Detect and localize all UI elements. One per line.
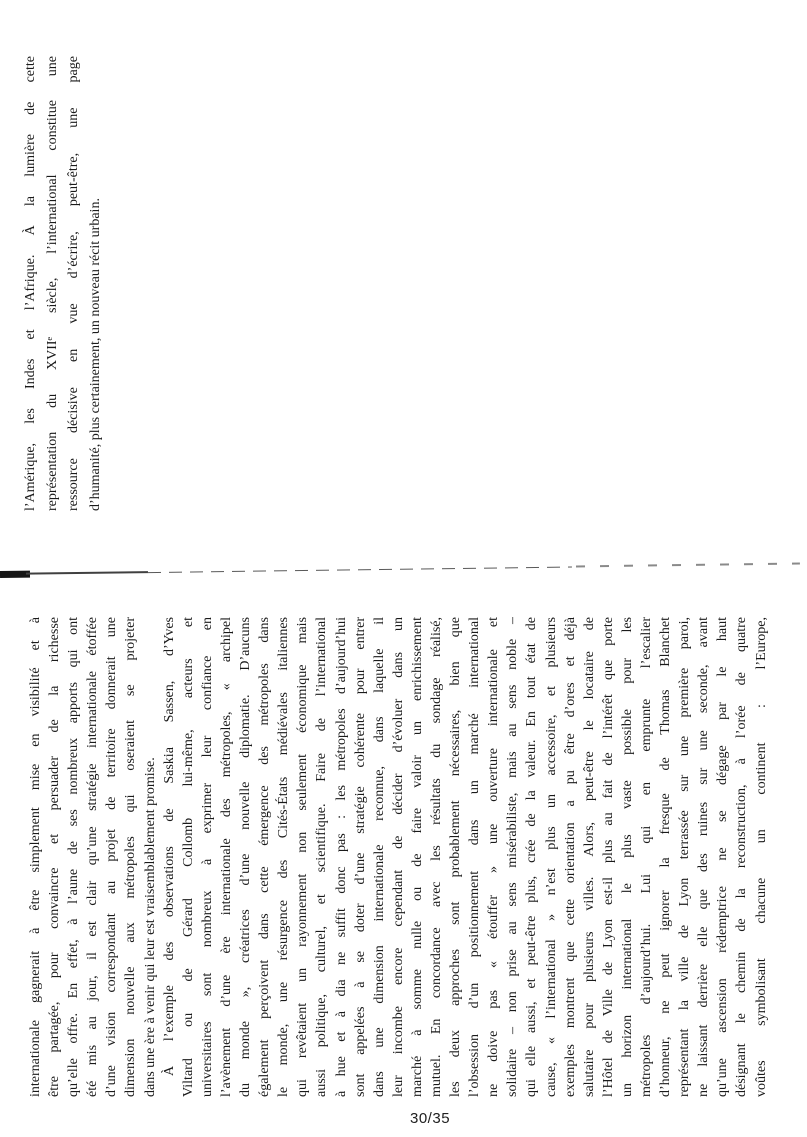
- text-line: Viltard ou de Gérard Collomb lui-même, acteurs et: [180, 617, 196, 1097]
- text-line: ne doive pas « étouffer » une ouverture internationale et: [486, 617, 502, 1097]
- text-line: métropoles d’aujourd’hui. Lui qui en emprunte l’escalier: [639, 617, 654, 1097]
- text-line: d’honneur, ne peut ignorer la fresque de Thomas Blanchet: [658, 617, 674, 1097]
- text-line: À l’exemple des observations de Saskia Sassen, d’Yves: [161, 617, 177, 1076]
- text-line: être partagée, pour convaincre et persuader de la richesse: [47, 617, 63, 1097]
- text-line: l’avènement d’une ère internationale des métropoles, « archipel: [218, 617, 234, 1097]
- text-line: qui revêtaient un rayonnement non seulement économique mais: [295, 617, 311, 1097]
- paragraph-end: [20, 56, 106, 511]
- text-line: dimension nouvelle aux métropoles qui oseraient se projeter: [123, 617, 139, 1097]
- page-number-indicator: 30/35: [410, 1110, 451, 1127]
- text-line: d’une vision correspondant au projet de territoire donnerait une: [104, 617, 120, 1097]
- text-line: universitaires sont nombreux à exprimer leur confiance en: [199, 617, 215, 1097]
- text-line: exemples montrent que cette orientation a pu être d’ores et déjà: [562, 617, 578, 1097]
- text-line: l’Amérique, les Indes et l’Afrique. À la lumière de cette: [23, 56, 38, 511]
- main-text-block: [26, 617, 771, 1097]
- text-line: désignant le chemin de la reconstruction, à l’orée de quatre: [734, 617, 750, 1097]
- text-line: les deux approches sont probablement nécessaires, bien que: [448, 617, 464, 1097]
- text-line: qu’elle offre. En effet, à l’aune de ses nombreux apports qui ont: [66, 617, 82, 1097]
- text-line: leur incombe encore cependant de décider d’évoluer dans un: [390, 617, 406, 1097]
- text-line: sont appelées à se doter d’une stratégie cohérente pour entrer: [352, 617, 368, 1097]
- text-line: solidaire – non prise au sens misérabiliste, mais au sens noble –: [505, 617, 521, 1097]
- text-line: l’obsession d’un positionnement dans un marché international: [467, 617, 483, 1097]
- text-line: dans une dimension internationale reconnue, dans laquelle il: [371, 617, 387, 1097]
- text-line: dans une ère à venir qui leur est vraisemblablement promise.: [142, 757, 158, 1097]
- crease-solid-segment: [26, 571, 148, 575]
- text-line: qui elle aussi, et peut-être plus, crée de la valeur. En tout état de: [524, 617, 540, 1097]
- text-line: qu’une ascension rédemptrice ne se dégage par le haut: [715, 617, 731, 1097]
- text-line: représentant la ville de Lyon terrassée sur une première paroi,: [677, 617, 693, 1097]
- crease-faint-dashed-segment: [576, 563, 800, 568]
- text-line: marché à somme nulle ou de faire valoir un enrichissement: [409, 617, 425, 1097]
- text-line: représentation du XVIIᵉ siècle, l’international constitue une: [44, 56, 60, 511]
- text-line: aussi politique, culturel, et scientifique. Faire de l’international: [314, 617, 330, 1097]
- text-line: été mis au jour, il est clair qu’une stratégie internationale étoffée: [85, 617, 101, 1097]
- text-line: du monde », créatrices d’une nouvelle diplomatie. D’aucuns: [238, 617, 254, 1097]
- text-line: l’Hôtel de Ville de Lyon est-il plus au fait de l’intérêt que porte: [600, 617, 616, 1097]
- text-line: à hue et à dia ne suffit donc pas : les métropoles d’aujourd’hui: [333, 617, 349, 1097]
- continuation-text-block: [20, 56, 106, 511]
- text-line: cause, « l’international » n’est plus un accessoire, et plusieurs: [543, 617, 559, 1097]
- text-line: voûtes symbolisant chacune un continent : l’Europe,: [753, 617, 769, 1097]
- text-line: internationale gagnerait à être simplement mise en visibilité et à: [28, 617, 43, 1097]
- text-line: ressource décisive en vue d’écrire, peut-être, une page: [66, 56, 81, 511]
- paragraph-continuation: [26, 617, 160, 1097]
- text-line: un horizon international le plus vaste possible pour les: [619, 617, 635, 1097]
- paragraph-new: [160, 617, 771, 1097]
- text-line: mutuel. En concordance avec les résultats du sondage réalisé,: [428, 617, 444, 1097]
- text-line: ne laissant derrière elle que des ruines sur une seconde, avant: [696, 617, 712, 1097]
- text-line: d’humanité, plus certainement, un nouveau récit urbain.: [87, 198, 103, 511]
- text-line: également perçoivent dans cette émergence des métropoles dans: [257, 617, 273, 1097]
- text-line: le monde, une résurgence des Cités-États médiévales italiennes: [276, 617, 292, 1097]
- text-line: salutaire pour plusieurs villes. Alors, peut-être le locataire de: [581, 617, 597, 1097]
